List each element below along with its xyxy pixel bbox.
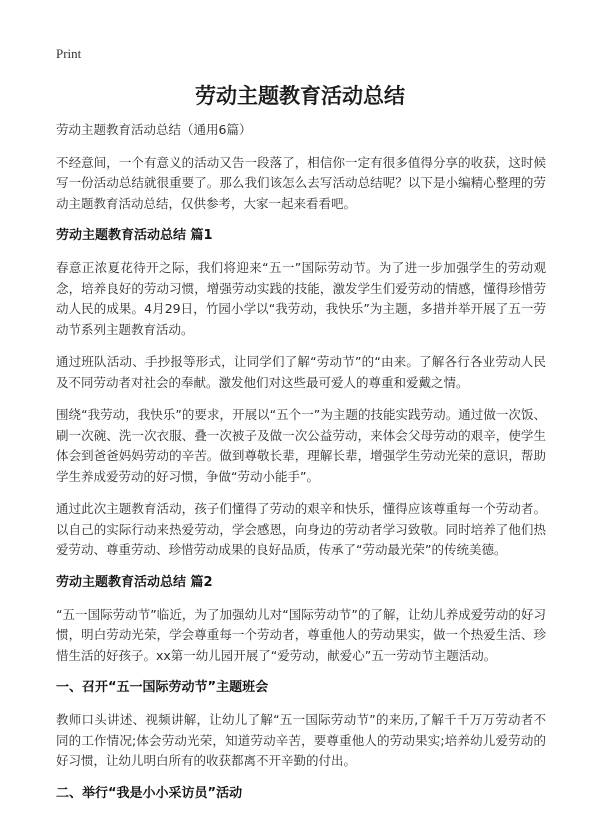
part-heading-2: 二、举行“我是小小采访员”活动 [56,785,243,801]
part1-paragraph: 教师口头讲述、视频讲解，让幼儿了解“五一国际劳动节”的来历,了解千千万万劳动者不同的工作情况;体会劳动光荣，知道劳动辛苦，要尊重他人的劳动果实;培养幼儿爱劳动的好习惯，让幼儿明白所有的收获都离不开辛勤的付出。 [56,712,546,768]
print-link[interactable]: Print [56,46,82,61]
section-heading-2: 劳动主题教育活动总结 篇2 [56,574,213,590]
section-heading-1: 劳动主题教育活动总结 篇1 [56,228,213,243]
section1-paragraph: 围绕“我劳动，我快乐”的要求，开展以“五个一”为主题的技能实践劳动。通过做一次饭、刷一次碗、洗一次衣服、叠一次被子及做一次公益劳动，来体会父母劳动的艰辛，使学生体会到爸爸妈妈劳动的辛苦。做到尊敬长辈，理解长辈，增强学生劳动光荣的意识，帮助学生养成爱劳动的好习惯，争做“劳动小能手”。 [56,407,546,484]
part-heading-1: 一、召开“五一国际劳动节”主题班会 [56,680,269,695]
section1-paragraph: 通过班队活动、手抄报等形式，让同学们了解“劳动节”的“由来。了解各行各业劳动人民及不同劳动者对社会的奉献。激发他们对这些最可爱人的尊重和爱戴之情。 [56,354,546,390]
page-title: 劳动主题教育活动总结 [195,84,405,108]
intro-paragraph: 不经意间，一个有意义的活动又告一段落了，相信你一定有很多值得分享的收获，这时候写一份活动总结就很重要了。那么我们该怎么去写活动总结呢？以下是小编精心整理的劳动主题教育活动总结，仅供参考，大家一起来看看吧。 [56,154,546,211]
section1-paragraph: 通过此次主题教育活动，孩子们懂得了劳动的艰辛和快乐，懂得应该尊重每一个劳动者。以自己的实际行动来热爱劳动，学会感恩，向身边的劳动者学习致敬。同时培养了他们热爱劳动、尊重劳动、珍惜劳动成果的良好品质，传承了“劳动最光荣”的传统美德。 [56,501,546,557]
article-body [56,120,546,816]
section1-paragraph: 春意正浓夏花待开之际，我们将迎来“五一”国际劳动节。为了进一步加强学生的劳动观念，培养良好的劳动习惯，增强劳动实践的技能，激发学生们爱劳动的情感，懂得珍惜劳动人民的成果。4月29日，竹园小学以“我劳动，我快乐”为主题，多措并举开展了五一劳动节系列主题教育活动。 [56,260,546,337]
article-subtitle: 劳动主题教育活动总结（通用6篇） [56,122,252,137]
section2-paragraph: “五一国际劳动节”临近，为了加强幼儿对“国际劳动节”的了解，让幼儿养成爱劳动的好习惯，明白劳动光荣，学会尊重每一个劳动者，尊重他人的劳动果实，做一个热爱生活、珍惜生活的好孩子。xx第一幼儿园开展了“爱劳动，献爱心”五一劳动节主题活动。 [56,606,546,663]
